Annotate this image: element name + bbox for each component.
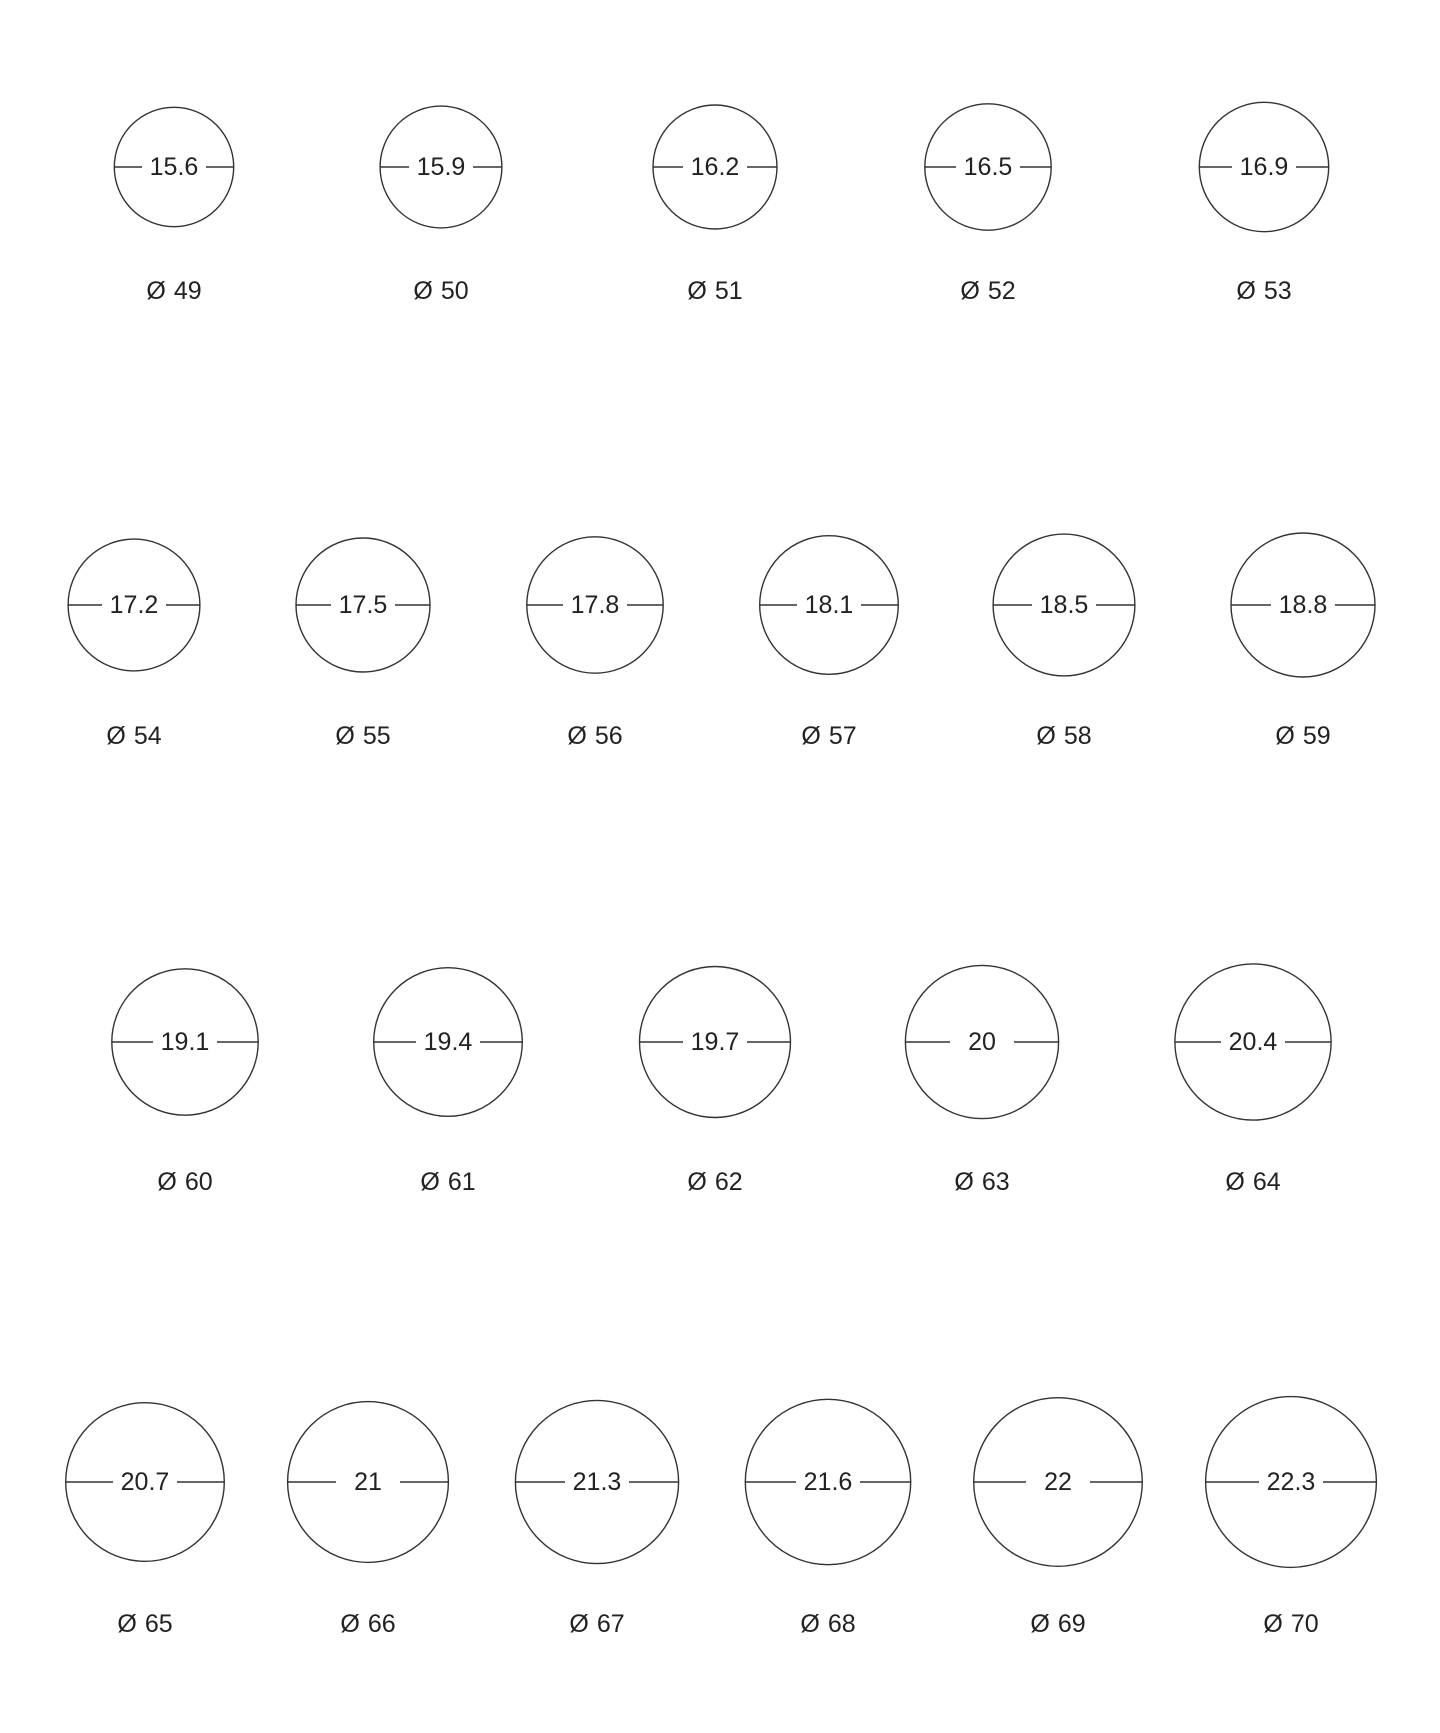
ring-diameter-label: 15.9: [416, 153, 466, 181]
ring-template: [1199, 102, 1328, 305]
diameter-symbol: Ø: [954, 1168, 974, 1196]
diameter-symbol: Ø: [1036, 722, 1056, 750]
ring-template: [68, 539, 200, 750]
ring-size-label: [569, 1610, 624, 1638]
diameter-symbol: Ø: [1236, 277, 1256, 305]
ring-template: [1206, 1397, 1377, 1638]
ring-size-value: 61: [447, 1168, 476, 1196]
ring-size-label: [960, 277, 1015, 305]
ring-size-value: 56: [594, 722, 623, 750]
diameter-symbol: Ø: [569, 1610, 589, 1638]
ring-size-value: 59: [1302, 722, 1331, 750]
diameter-symbol: Ø: [335, 722, 355, 750]
ring-size-value: 66: [367, 1610, 396, 1638]
ring-size-value: 53: [1263, 277, 1292, 305]
ring-diameter-label: 19.1: [160, 1028, 210, 1056]
ring-diameter-label: 19.4: [423, 1028, 473, 1056]
ring-template: [993, 534, 1135, 750]
ring-diameter-label: 22: [1044, 1468, 1072, 1496]
ring-diameter-label: 20.7: [120, 1468, 170, 1496]
ring-size-label: [1236, 277, 1291, 305]
ring-row: [112, 964, 1331, 1196]
ring-diameter-label: 18.5: [1039, 591, 1089, 619]
diameter-symbol: Ø: [146, 277, 166, 305]
diameter-symbol: Ø: [106, 722, 126, 750]
ring-size-label: [801, 722, 856, 750]
diameter-symbol: Ø: [1030, 1610, 1050, 1638]
diameter-symbol: Ø: [420, 1168, 440, 1196]
diameter-symbol: Ø: [800, 1610, 820, 1638]
ring-template: [515, 1400, 678, 1638]
ring-diameter-label: 17.5: [338, 591, 388, 619]
ring-size-value: 49: [173, 277, 202, 305]
diameter-symbol: Ø: [157, 1168, 177, 1196]
diameter-symbol: Ø: [960, 277, 980, 305]
ring-size-value: 58: [1063, 722, 1092, 750]
diameter-symbol: Ø: [413, 277, 433, 305]
diameter-symbol: Ø: [567, 722, 587, 750]
ring-size-value: 51: [714, 277, 743, 305]
ring-diameter-label: 17.2: [109, 591, 159, 619]
ring-size-value: 55: [362, 722, 391, 750]
diameter-symbol: Ø: [1263, 1610, 1283, 1638]
ring-template: [66, 1403, 225, 1638]
ring-size-value: 52: [987, 277, 1016, 305]
ring-diameter-label: 20.4: [1228, 1028, 1278, 1056]
ring-template: [640, 967, 791, 1197]
ring-size-label: [106, 722, 161, 750]
ring-template: [653, 105, 777, 305]
ring-diameter-label: 18.1: [804, 591, 854, 619]
ring-size-value: 60: [184, 1168, 213, 1196]
ring-size-value: 54: [133, 722, 162, 750]
ring-diameter-label: 16.5: [963, 153, 1013, 181]
ring-size-label: [1225, 1168, 1280, 1196]
ring-size-label: [1275, 722, 1330, 750]
diameter-symbol: Ø: [687, 1168, 707, 1196]
diameter-symbol: Ø: [801, 722, 821, 750]
ring-size-label: [687, 1168, 742, 1196]
ring-size-value: 64: [1252, 1168, 1281, 1196]
ring-size-value: 69: [1057, 1610, 1086, 1638]
ring-template: [925, 104, 1051, 305]
ring-diameter-label: 21.3: [572, 1468, 622, 1496]
ring-template: [745, 1399, 910, 1638]
ring-diameter-label: 21.6: [803, 1468, 853, 1496]
ring-size-value: 67: [596, 1610, 625, 1638]
ring-diameter-label: 16.9: [1239, 153, 1289, 181]
ring-row: [66, 1397, 1377, 1638]
diameter-symbol: Ø: [117, 1610, 137, 1638]
ring-diameter-label: 21: [354, 1468, 382, 1496]
ring-size-label: [687, 277, 742, 305]
ring-row: [68, 533, 1375, 750]
ring-size-label: [1036, 722, 1091, 750]
ring-template: [380, 106, 502, 305]
diameter-symbol: Ø: [687, 277, 707, 305]
diameter-symbol: Ø: [1225, 1168, 1245, 1196]
ring-size-value: 62: [714, 1168, 743, 1196]
ring-size-label: [567, 722, 622, 750]
ring-size-value: 65: [144, 1610, 173, 1638]
ring-template: [374, 968, 523, 1196]
ring-size-value: 68: [827, 1610, 856, 1638]
ring-template: [114, 107, 233, 305]
ring-size-label: [1030, 1610, 1085, 1638]
ring-diameter-label: 19.7: [690, 1028, 740, 1056]
ring-template: [288, 1402, 449, 1638]
ring-size-label: [146, 277, 201, 305]
ring-diameter-label: 15.6: [149, 153, 199, 181]
diameter-symbol: Ø: [340, 1610, 360, 1638]
ring-template: [1175, 964, 1331, 1196]
ring-diameter-label: 22.3: [1266, 1468, 1316, 1496]
ring-size-label: [1263, 1610, 1318, 1638]
ring-template: [112, 969, 258, 1196]
ring-template: [296, 538, 430, 750]
ring-size-label: [420, 1168, 475, 1196]
ring-size-value: 57: [828, 722, 857, 750]
ring-size-label: [800, 1610, 855, 1638]
diameter-symbol: Ø: [1275, 722, 1295, 750]
ring-size-value: 63: [981, 1168, 1010, 1196]
ring-template: [905, 965, 1058, 1196]
ring-diameter-label: 18.8: [1278, 591, 1328, 619]
ring-diameter-label: 20: [968, 1028, 996, 1056]
ring-template: [1231, 533, 1375, 750]
ring-size-value: 50: [440, 277, 469, 305]
ring-diameter-label: 16.2: [690, 153, 740, 181]
ring-row: [114, 102, 1328, 305]
ring-size-label: [117, 1610, 172, 1638]
ring-template: [527, 537, 663, 750]
ring-template: [760, 536, 899, 750]
ring-size-label: [954, 1168, 1009, 1196]
ring-size-value: 70: [1290, 1610, 1319, 1638]
ring-size-label: [335, 722, 390, 750]
ring-diameter-label: 17.8: [570, 591, 620, 619]
ring-size-label: [413, 277, 468, 305]
ring-size-label: [340, 1610, 395, 1638]
ring-size-label: [157, 1168, 212, 1196]
ring-template: [974, 1398, 1143, 1638]
